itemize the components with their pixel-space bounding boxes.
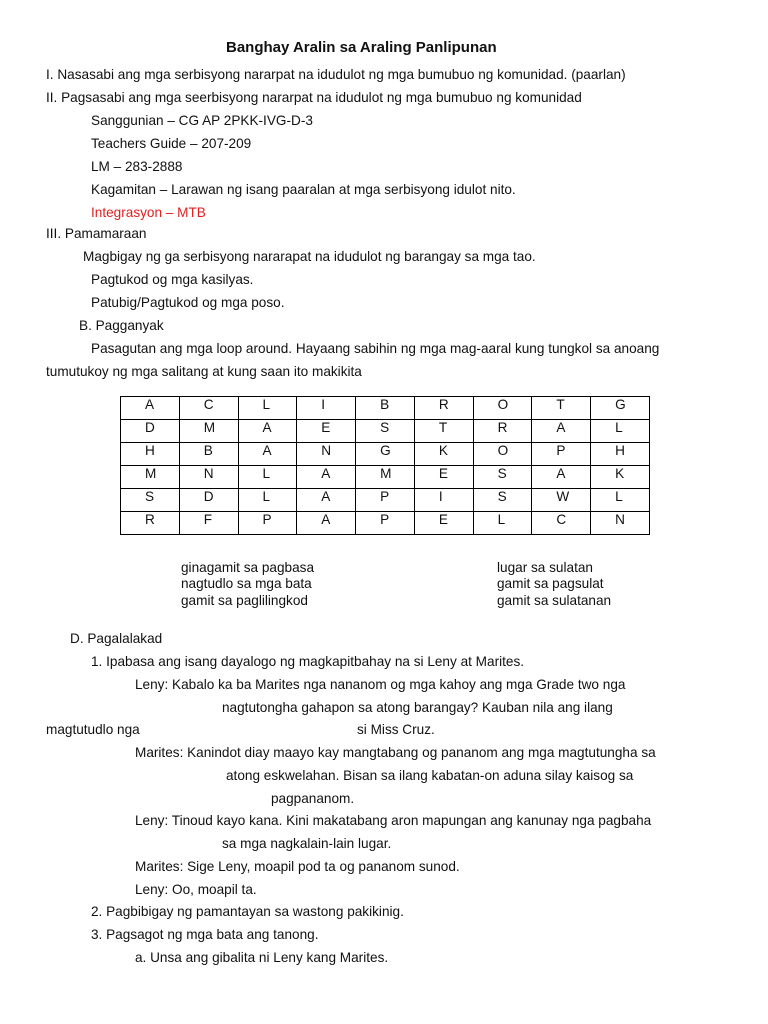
grid-cell: E [414, 466, 473, 489]
grid-cell: N [591, 512, 650, 535]
dialogue-leny-5: Leny: Oo, moapil ta. [135, 882, 257, 897]
grid-cell: B [179, 443, 238, 466]
pamamaraan-heading: III. Pamamaraan [46, 226, 147, 241]
pamamaraan-line-1: Magbigay ng ga serbisyong nararapat na idudulot ng barangay sa mga tao. [83, 249, 536, 264]
grid-cell: B [356, 397, 415, 420]
grid-cell: L [473, 512, 532, 535]
grid-cell: L [238, 466, 297, 489]
clue-left-3: gamit sa paglilingkod [181, 593, 308, 608]
question-a: a. Unsa ang gibalita ni Leny kang Marites. [135, 950, 389, 965]
grid-cell: O [473, 397, 532, 420]
grid-cell: D [179, 489, 238, 512]
grid-cell: C [179, 397, 238, 420]
grid-cell: M [356, 466, 415, 489]
kagamitan-line: Kagamitan – Larawan ng isang paaralan at mga serbisyong idulot nito. [91, 182, 516, 197]
step-2: 2. Pagbibigay ng pamantayan sa wastong pakikinig. [91, 904, 404, 919]
clue-left-2: nagtudlo sa mga bata [181, 576, 312, 591]
dialogue-marites-2c: pagpananom. [271, 791, 355, 806]
grid-cell: A [532, 466, 591, 489]
grid-cell: R [121, 512, 180, 535]
grid-cell: T [414, 420, 473, 443]
grid-cell: P [532, 443, 591, 466]
dialogue-leny-1d: si Miss Cruz. [357, 722, 435, 737]
grid-cell: R [414, 397, 473, 420]
loop-around-grid [120, 396, 650, 535]
pagalalakad-heading: D. Pagalalakad [70, 631, 163, 646]
objective-two: II. Pagsasabi ang mga seerbisyong nararpat na idudulot ng mga bumubuo ng komunidad [46, 90, 582, 105]
dialogue-marites-4: Marites: Sige Leny, moapil pod ta og pananom sunod. [135, 859, 460, 874]
grid-cell: R [473, 420, 532, 443]
grid-cell: G [356, 443, 415, 466]
grid-cell: A [238, 443, 297, 466]
grid-cell: T [532, 397, 591, 420]
sanggunian-line: Sanggunian – CG AP 2PKK-IVG-D-3 [91, 113, 313, 128]
grid-cell: G [591, 397, 650, 420]
grid-cell: L [591, 489, 650, 512]
grid-cell: A [297, 512, 356, 535]
document-title: Banghay Aralin sa Araling Panlipunan [226, 39, 497, 56]
dialogue-leny-1c: magtutudlo nga [46, 722, 140, 737]
pagganyak-instruction-2: tumutukoy ng mga salitang at kung saan ito makikita [46, 364, 362, 379]
grid-cell: L [238, 397, 297, 420]
grid-cell: W [532, 489, 591, 512]
dialogue-marites-2a: Marites: Kanindot diay maayo kay mangtabang og pananom ang mga magtutungha sa [135, 745, 656, 760]
dialogue-leny-1b: nagtutongha gahapon sa atong barangay? Kauban nila ang ilang [222, 700, 613, 715]
grid-cell: N [179, 466, 238, 489]
grid-cell: M [179, 420, 238, 443]
grid-cell: L [591, 420, 650, 443]
grid-row [121, 466, 650, 489]
dialogue-marites-2b: atong eskwelahan. Bisan sa ilang kabatan-on aduna silay kaisog sa [226, 768, 634, 783]
grid-cell: E [414, 512, 473, 535]
grid-cell: H [121, 443, 180, 466]
grid-cell: S [473, 489, 532, 512]
grid-cell: N [297, 443, 356, 466]
grid-row [121, 443, 650, 466]
grid-cell: K [591, 466, 650, 489]
grid-cell: A [238, 420, 297, 443]
pamamaraan-line-2: Pagtukod og mga kasilyas. [91, 272, 254, 287]
grid-cell: L [238, 489, 297, 512]
grid-cell: E [297, 420, 356, 443]
pagganyak-instruction-1: Pasagutan ang mga loop around. Hayaang sabihin ng mga mag-aaral kung tungkol sa anoang [91, 341, 660, 356]
grid-cell: A [121, 397, 180, 420]
clue-right-3: gamit sa sulatanan [497, 593, 612, 608]
grid-cell: P [238, 512, 297, 535]
pagganyak-heading: B. Pagganyak [79, 318, 164, 333]
grid-cell: C [532, 512, 591, 535]
grid-cell: F [179, 512, 238, 535]
dialogue-leny-3a: Leny: Tinoud kayo kana. Kini makatabang aron mapungan ang kanunay nga pagbaha [135, 813, 652, 828]
grid-row [121, 420, 650, 443]
grid-cell: D [121, 420, 180, 443]
grid-cell: A [297, 466, 356, 489]
grid-cell: P [356, 512, 415, 535]
grid-cell: I [414, 489, 473, 512]
grid-row [121, 489, 650, 512]
grid-cell: S [473, 466, 532, 489]
grid-cell: I [297, 397, 356, 420]
grid-cell: A [532, 420, 591, 443]
objective-one: I. Nasasabi ang mga serbisyong nararpat na idudulot ng mga bumubuo ng komunidad. (paarlan) [46, 67, 626, 82]
grid-cell: M [121, 466, 180, 489]
clue-right-1: lugar sa sulatan [497, 560, 593, 575]
lm-line: LM – 283-2888 [91, 159, 183, 174]
dialogue-leny-1a: Leny: Kabalo ka ba Marites nga nananom og mga kahoy ang mga Grade two nga [135, 677, 626, 692]
clue-left-1: ginagamit sa pagbasa [181, 560, 315, 575]
grid-cell: A [297, 489, 356, 512]
grid-cell: K [414, 443, 473, 466]
grid-cell: S [121, 489, 180, 512]
grid-cell: O [473, 443, 532, 466]
grid-cell: H [591, 443, 650, 466]
clue-right-2: gamit sa pagsulat [497, 576, 604, 591]
grid-row [121, 512, 650, 535]
grid-cell: P [356, 489, 415, 512]
pamamaraan-line-3: Patubig/Pagtukod og mga poso. [91, 295, 285, 310]
integrasyon-line: Integrasyon – MTB [91, 205, 206, 220]
dialogue-leny-3b: sa mga nagkalain-lain lugar. [222, 836, 392, 851]
step-3: 3. Pagsagot ng mga bata ang tanong. [91, 927, 319, 942]
grid-row [121, 397, 650, 420]
step-1: 1. Ipabasa ang isang dayalogo ng magkapitbahay na si Leny at Marites. [91, 654, 525, 669]
grid-cell: S [356, 420, 415, 443]
teachers-guide-line: Teachers Guide – 207-209 [91, 136, 252, 151]
